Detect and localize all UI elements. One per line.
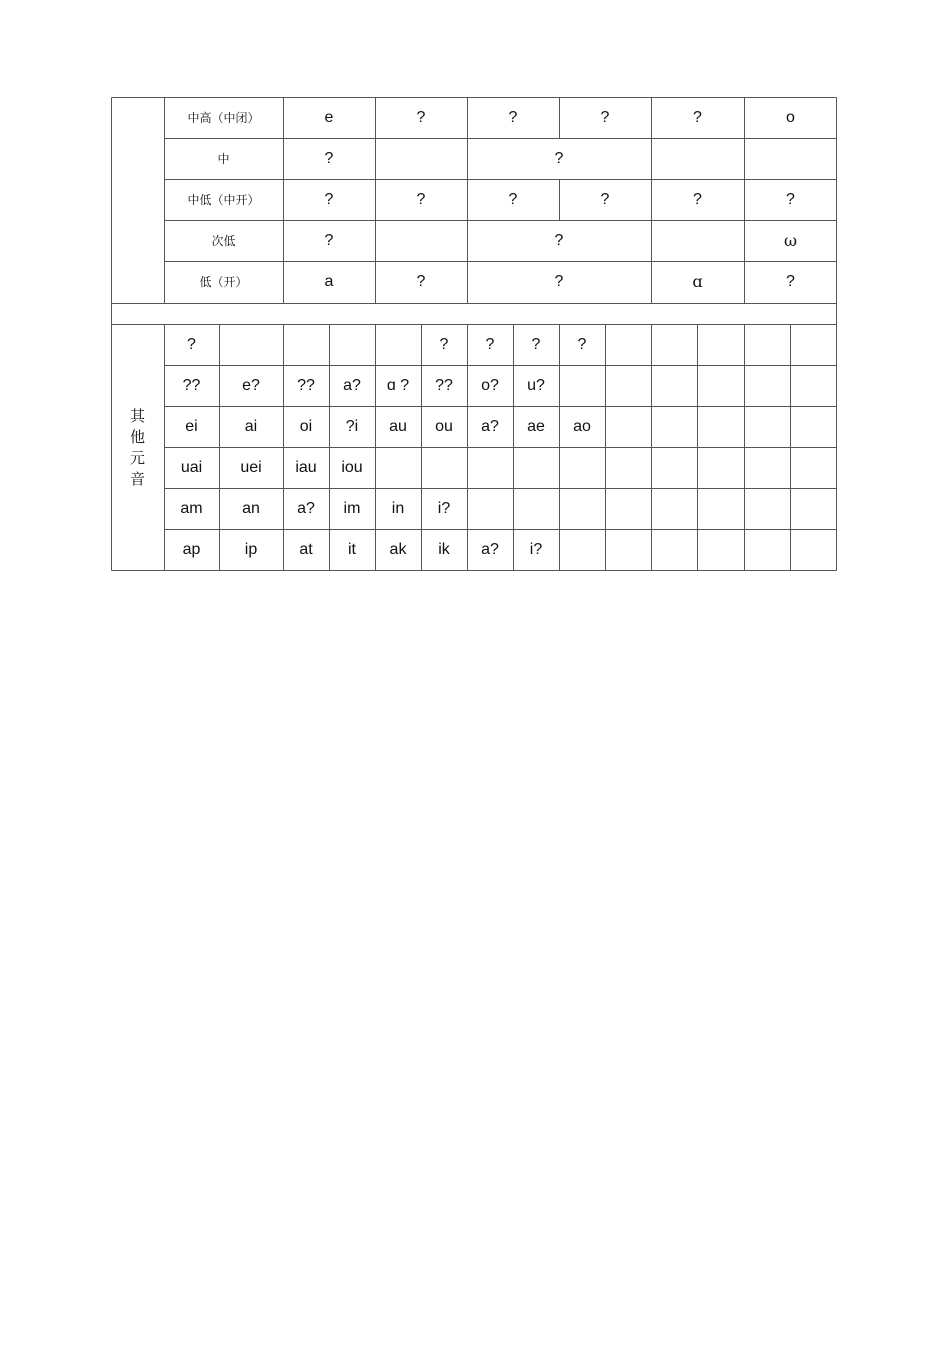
vowel-cell: ? [554,273,564,290]
vowel-combination-cell [697,488,744,529]
vowel-combination-cell [651,365,697,406]
vowel-combination-cell: ? [439,335,449,353]
vowel-combination-cell: ? [187,335,196,353]
vowel-combination-cell: im [343,499,361,517]
vowel-combination-cell: at [299,541,313,558]
vowel-combination-cell: am [180,499,203,517]
vowel-combination-cell [605,488,651,529]
vowel-combination-cell: ap [182,541,201,558]
other-vowels-label-char: 他 [129,427,145,446]
vowel-combination-cell [744,529,790,571]
vowel-combination-cell: au [389,417,407,435]
vowel-combination-cell [651,324,697,365]
other-vowels-label-char: 元 [129,448,145,467]
vowel-combination-cell: ?i [345,417,359,435]
vowel-combination-cell [375,324,421,365]
vowel-combination-cell: a? [343,376,361,394]
vowel-combination-cell [219,324,283,365]
vowel-combination-cell [651,447,697,488]
vowel-combination-cell [559,529,605,571]
row-label-near-low: 次低 [211,233,236,248]
row-label-mid-high: 中高（中闭） [187,110,260,125]
vowel-combination-cell [283,324,329,365]
vowel-combination-cell [651,406,697,447]
vowel-combination-cell: u? [527,376,545,394]
vowel-combination-cell [697,365,744,406]
vowel-combination-cell [605,447,651,488]
vowel-chart-table [111,97,837,571]
vowel-combination-cell: ik [438,541,450,558]
vowel-combination-cell [467,488,513,529]
vowel-cell [651,138,744,179]
vowel-cell: ω [783,230,798,250]
vowel-combination-cell [559,365,605,406]
vowel-combination-cell: ? [577,335,587,353]
vowel-combination-cell [744,365,790,406]
vowel-cell: a [324,273,334,290]
vowel-combination-cell [605,365,651,406]
vowel-cell [744,138,837,179]
vowel-combination-cell [790,488,837,529]
vowel-combination-cell [697,529,744,571]
vowel-cell: e [324,108,334,126]
vowel-cell: ? [786,273,795,290]
vowel-combination-cell: e? [242,376,260,394]
vowel-cell: ɑ [692,272,703,291]
vowel-combination-cell: ɑ ? [386,376,410,394]
vowel-combination-cell: oi [299,417,313,435]
vowel-combination-cell: in [391,499,405,517]
vowel-cell: ? [600,190,610,208]
vowel-combination-cell: ae [527,417,545,435]
vowel-cell: ? [786,190,795,208]
row-label-mid: 中 [217,151,230,166]
vowel-cell: ? [508,108,518,126]
vowel-cell: o [786,108,795,126]
vowel-combination-cell [605,406,651,447]
vowel-cell: ? [416,273,426,290]
vowel-combination-cell [651,488,697,529]
vowel-combination-cell [790,324,837,365]
vowel-combination-cell: a? [297,499,315,517]
vowel-combination-cell: i? [437,499,451,517]
vowel-cell: ? [416,190,426,208]
vowel-cell: ? [554,149,564,167]
vowel-cell [375,138,467,179]
other-vowels-label-char: 音 [129,469,145,488]
vowel-combination-cell [744,406,790,447]
vowel-combination-cell [559,488,605,529]
vowel-combination-cell: it [348,541,356,558]
vowel-combination-cell [744,447,790,488]
vowel-combination-cell: ? [485,335,495,353]
vowel-combination-cell: ? [531,335,541,353]
vowel-cell: ? [693,190,702,208]
vowel-combination-cell [605,324,651,365]
row-label-mid-low: 中低（中开） [187,192,260,207]
vowel-combination-cell: uei [240,458,262,476]
vowel-combination-cell: ak [389,541,407,558]
vowel-combination-cell [513,447,559,488]
vowel-cell [651,220,744,261]
vowel-combination-cell: ip [244,541,258,558]
vowel-combination-cell [559,447,605,488]
vowel-cell: ? [324,231,334,249]
vowel-combination-cell: an [242,499,260,517]
vowel-combination-cell: ?? [435,376,453,394]
vowel-combination-cell: uai [180,458,203,476]
vowel-cell [375,220,467,261]
other-vowels-label [111,324,164,571]
vowel-combination-cell: ?? [182,376,201,394]
vowel-combination-cell [697,324,744,365]
vowel-combination-cell: a? [481,417,499,435]
vowel-cell: ? [416,108,426,126]
vowel-combination-cell: ai [244,417,258,435]
vowel-combination-cell [513,488,559,529]
vowel-cell: ? [600,108,610,126]
vowel-combination-cell [421,447,467,488]
vowel-combination-cell: ei [185,417,198,435]
vowel-cell: ? [554,231,564,249]
vowel-combination-cell [467,447,513,488]
vowel-combination-cell [790,529,837,571]
vowel-cell: ? [693,108,702,126]
vowel-combination-cell [651,529,697,571]
vowel-combination-cell: i? [529,541,543,558]
vowel-combination-cell [790,447,837,488]
vowel-combination-cell: iou [341,458,363,476]
vowel-combination-cell [605,529,651,571]
vowel-cell: ? [324,190,334,208]
vowel-cell: ? [508,190,518,208]
vowel-cell: ? [324,149,334,167]
vowel-combination-cell [697,406,744,447]
vowel-combination-cell [790,406,837,447]
vowel-combination-cell [329,324,375,365]
vowel-combination-cell [744,324,790,365]
vowel-combination-cell [790,365,837,406]
vowel-combination-cell: iau [295,458,317,476]
row-label-low: 低（开） [199,275,248,289]
vowel-combination-cell [375,447,421,488]
vowel-combination-cell: ao [573,417,591,435]
vowel-combination-cell [744,488,790,529]
vowel-combination-cell: ?? [297,376,315,394]
vowel-combination-cell: o? [481,376,499,394]
vowel-combination-cell: a? [481,541,499,558]
vowel-combination-cell: ou [435,417,453,435]
other-vowels-label-char: 其 [129,406,145,425]
vowel-combination-cell [697,447,744,488]
